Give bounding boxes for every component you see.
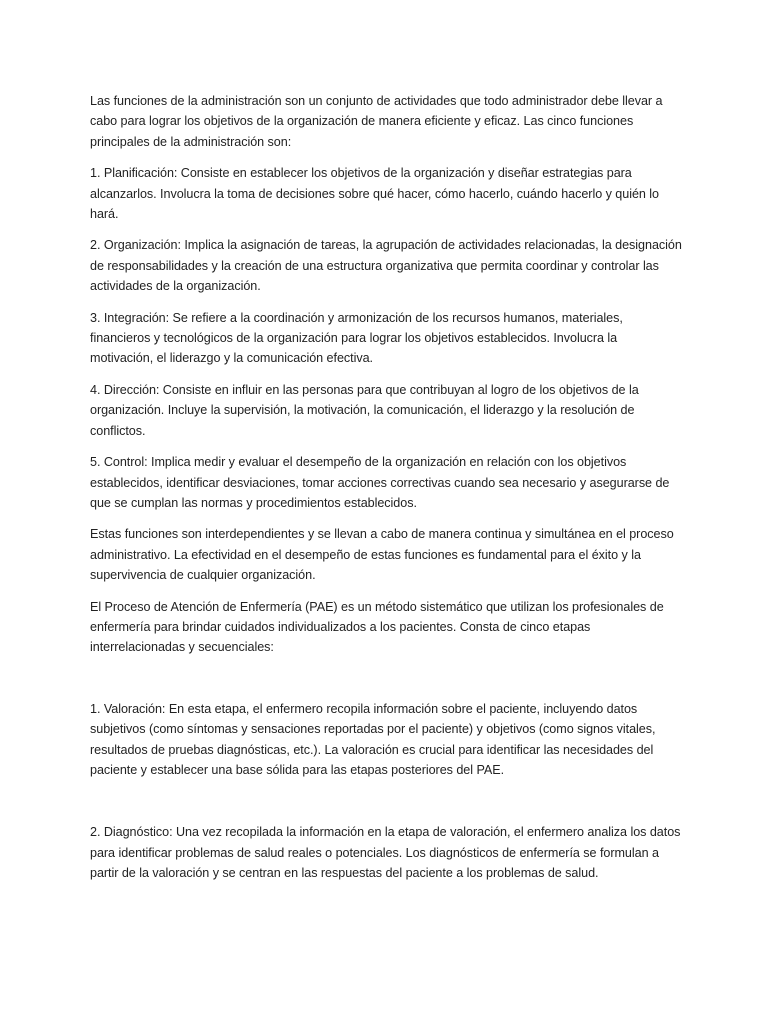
paragraph-pae-intro: El Proceso de Atención de Enfermería (PAE) es un método sistemático que utilizan los profesionales de enfermería para brindar cuidados individualizados a los pacientes. Consta de cinco etapas interrelacionadas y secuenciales:: [90, 599, 664, 655]
paragraph-integracion: 3. Integración: Se refiere a la coordinación y armonización de los recursos humanos, materiales, financieros y tecnológicos de la organización para lograr los objetivos establecidos. Involucra la motivación, el liderazgo y la comunicación efectiva.: [90, 310, 623, 366]
paragraph-valoracion: 1. Valoración: En esta etapa, el enfermero recopila información sobre el paciente, incluyendo datos subjetivos (como síntomas y sensaciones reportadas por el paciente) y objetivos (como signos vitales, resultados de pruebas diagnósticas, etc.). La valoración es crucial para identificar las necesidades del paciente y establecer una base sólida para las etapas posteriores del PAE.: [90, 701, 656, 777]
paragraph-organizacion: 2. Organización: Implica la asignación de tareas, la agrupación de actividades relacionadas, la designación de responsabilidades y la creación de una estructura organizativa que permita coordinar y controlar las actividades de la organización.: [90, 238, 682, 294]
paragraph-intro: Las funciones de la administración son un conjunto de actividades que todo administrador debe llevar a cabo para lograr los objetivos de la organización de manera eficiente y eficaz. Las cinco funciones principales de la administración son:: [90, 94, 663, 149]
paragraph-direccion: 4. Dirección: Consiste en influir en las personas para que contribuyan al logro de los objetivos de la organización. Incluye la supervisión, la motivación, la comunicación, el liderazgo y la resolución de conflictos.: [90, 382, 639, 438]
paragraph-diagnostico: 2. Diagnóstico: Una vez recopilada la información en la etapa de valoración, el enfermero analiza los datos para identificar problemas de salud reales o potenciales. Los diagnósticos de enfermería se formulan a partir de la valoración y se centran en las respuestas del paciente a los problemas de salud.: [90, 825, 681, 881]
paragraph-control: 5. Control: Implica medir y evaluar el desempeño de la organización en relación con los objetivos establecidos, identificar desviaciones, tomar acciones correctivas cuando sea necesario y asegurarse de que se cumplan las normas y procedimientos establecidos.: [90, 455, 670, 510]
document-body: [90, 91, 682, 884]
paragraph-planificacion: 1. Planificación: Consiste en establecer los objetivos de la organización y diseñar estrategias para alcanzarlos. Involucra la toma de decisiones sobre qué hacer, cómo hacerlo, cuándo hacerlo y quién lo hará.: [90, 166, 660, 222]
paragraph-interdependencia: Estas funciones son interdependientes y se llevan a cabo de manera continua y simultánea en el proceso administrativo. La efectividad en el desempeño de estas funciones es fundamental para el éxito y la supervivencia de cualquier organización.: [90, 527, 674, 583]
